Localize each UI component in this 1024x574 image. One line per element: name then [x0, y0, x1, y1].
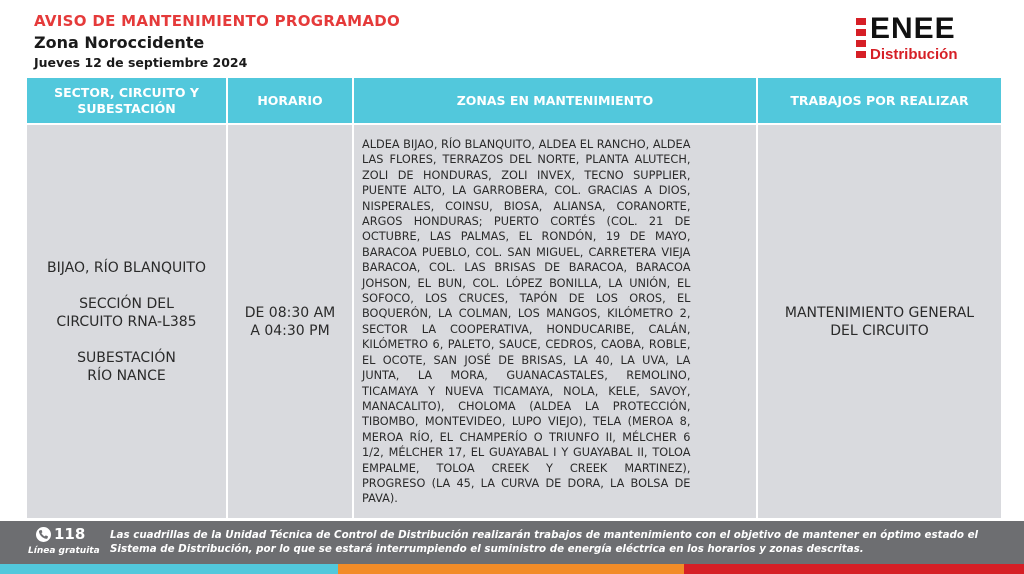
sector-line: RÍO NANCE	[87, 367, 166, 384]
cell-horario	[228, 125, 352, 518]
zonas-line: EL OCOTE, SAN JOSÉ DE BRISAS, LA 40, LA UVA, LA	[362, 353, 691, 367]
enee-logo-mark-icon	[852, 18, 866, 58]
header-sector	[27, 78, 226, 123]
sector-line: CIRCUITO RNA-L385	[56, 313, 197, 330]
zonas-line: BARACOA PUEBLO, COL. SAN MIGUEL, CARRETERA VIEJA	[362, 245, 691, 259]
header-trabajos: TRABAJOS POR REALIZAR	[758, 78, 1001, 123]
zonas-line: EMPALME, TOLOA CREEK Y CREEK MARTINEZ),	[362, 461, 691, 475]
stripe-red	[684, 564, 1024, 574]
zonas-line: LAS FLORES, TERRAZOS DEL NORTE, PLANTA ALUTECH,	[362, 153, 691, 167]
horario-line: A 04:30 PM	[250, 322, 330, 339]
zonas-line: JUNTA, LA MORA, GUANACASTALES, REMOLINO,	[362, 369, 691, 383]
header-sector-line: SECTOR, CIRCUITO Y	[54, 84, 199, 100]
trabajos-line: DEL CIRCUITO	[830, 322, 929, 339]
phone-label: Línea gratuita	[28, 546, 100, 556]
cell-trabajos	[758, 125, 1001, 518]
free-line	[28, 525, 100, 561]
stripe-cyan	[0, 564, 338, 574]
zonas-line: NISPERALES, COINSU, BIOSA, ALIANSA, CORANORTE,	[362, 199, 691, 213]
footer-notice-line: Las cuadrillas de la Unidad Técnica de Control de Distribución realizarán trabajos de mantenimiento con el objetivo de mantener en óptimo estado el	[110, 529, 979, 541]
zonas-line: SECTOR LA COOPERATIVA, HONDUCARIBE, CALÁN,	[362, 322, 691, 336]
zonas-line: TIBOMBO, MONTEVIDEO, LUPO VIEJO), TELA (MEROA 8,	[362, 415, 691, 429]
logo-brand-text: ENEE	[870, 12, 956, 45]
sector-line: SECCIÓN DEL	[79, 295, 174, 312]
maintenance-table	[27, 78, 1001, 518]
footer-bar	[0, 521, 1024, 564]
zonas-line: JOHSON, EL BUN, COL. LÓPEZ BONILLA, LA UNIÓN, EL	[362, 276, 691, 290]
header-zonas: ZONAS EN MANTENIMIENTO	[354, 78, 756, 123]
zonas-line: PROGRESO (LA 45, LA CURVA DE DORA, LA BOLSA DE	[362, 476, 691, 490]
horario-line: DE 08:30 AM	[244, 304, 336, 321]
phone-number: 118	[54, 525, 86, 543]
notice-date: Jueves 12 de septiembre 2024	[34, 55, 248, 70]
table-header-row	[27, 78, 1001, 123]
zonas-text	[362, 137, 690, 507]
zonas-line: MANACALITO), CHOLOMA (ALDEA LA PROTECCIÓN,	[362, 399, 691, 413]
zonas-line: TICAMAYA Y NUEVA TICAMAYA, NOLA, KELE, SAVOY,	[362, 384, 691, 398]
zonas-line: ZOLI DE HONDURAS, ZOLI INVEX, TECNO SUPPLIER,	[362, 168, 691, 182]
zonas-line: PAVA).	[362, 492, 398, 506]
zonas-line: BOQUERÓN, LA COLMAN, LOS MANGOS, KILÓMETRO 2,	[362, 307, 691, 321]
sector-line: SUBESTACIÓN	[77, 349, 176, 366]
sector-line: BIJAO, RÍO BLANQUITO	[47, 259, 206, 276]
zonas-line: BARACOA, COL. LAS BRISAS DE BARACOA, BARACOA	[362, 261, 691, 275]
zonas-line: ALDEA BIJAO, RÍO BLANQUITO, ALDEA EL RANCHO, ALDEA	[362, 138, 691, 151]
footer-notice	[110, 528, 1010, 556]
logo-sub-text: Distribución	[870, 46, 958, 63]
enee-logo	[850, 12, 1000, 66]
cell-zonas	[354, 125, 756, 518]
zonas-line: MEROA RÍO, EL CHAMPERÍO O TRIUNFO II, MÉLCHER 6	[362, 430, 691, 444]
notice-title: AVISO DE MANTENIMIENTO PROGRAMADO	[34, 12, 401, 30]
header-horario: HORARIO	[228, 78, 352, 123]
zonas-line: SOFOCO, LOS CRUCES, TAPÓN DE LOS OROS, EL	[362, 292, 691, 306]
zonas-line: KILÓMETRO 6, PALETO, SAUCE, CEDROS, CAOBA, ROBLE,	[362, 338, 691, 352]
zonas-line: 1/2, MÉLCHER 17, EL GUAYABAL I Y GUAYABAL II, TOLOA	[362, 446, 691, 460]
footer-notice-line: Sistema de Distribución, por lo que se estará interrumpiendo el suministro de energía eléctrica en los horarios y zonas descritas.	[110, 543, 864, 555]
zonas-line: PUENTE ALTO, LA GARROBERA, COL. GRACIAS A DIOS,	[362, 184, 691, 198]
zone-name: Zona Noroccidente	[34, 33, 205, 52]
phone-icon	[36, 527, 51, 542]
trabajos-line: MANTENIMIENTO GENERAL	[784, 304, 975, 321]
zonas-line: OCTUBRE, LAS PALMAS, EL RONDÓN, 19 DE MAYO,	[362, 230, 691, 244]
stripe-orange	[338, 564, 684, 574]
cell-sector	[27, 125, 226, 518]
zonas-line: ARGOS HONDURAS; PUERTO CORTÉS (COL. 21 DE	[362, 215, 691, 229]
header-sector-line: SUBESTACIÓN	[77, 100, 176, 116]
